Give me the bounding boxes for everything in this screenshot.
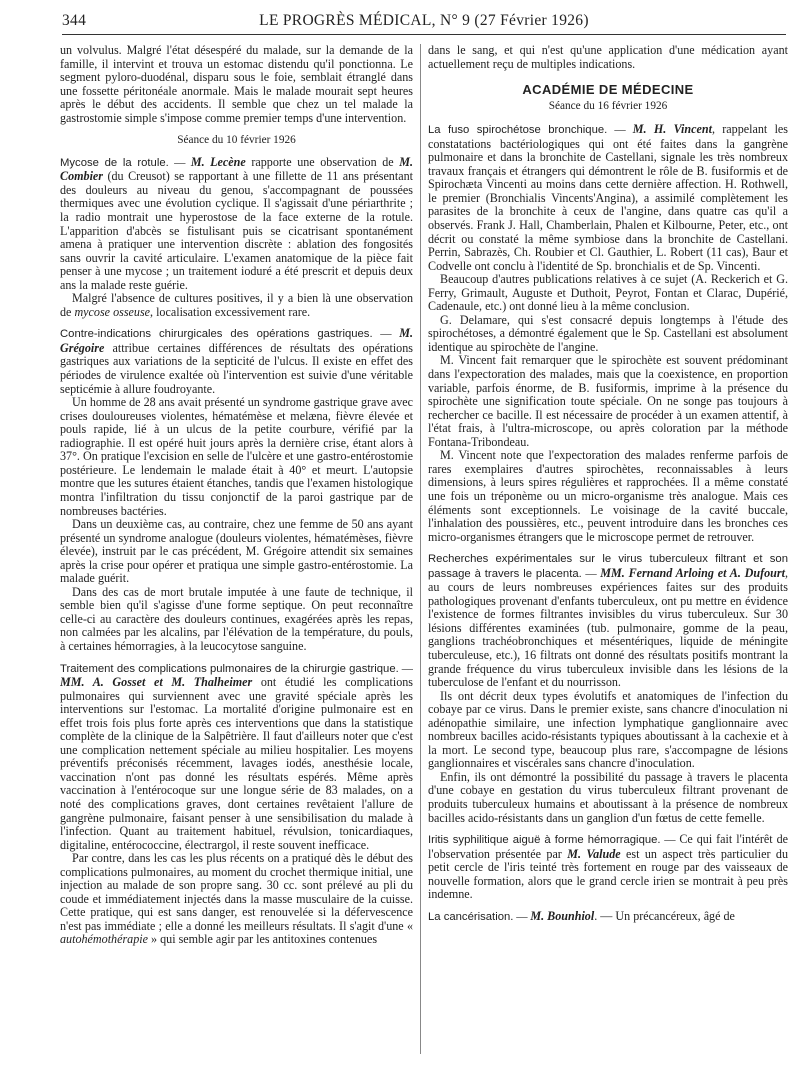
paragraph: G. Delamare, qui s'est consacré depuis longtemps à l'étude des spirochétoses, a démontré également que le Sp. Castellani est absolument identique au spirochète de l'angine. xyxy=(428,312,788,354)
header-rule xyxy=(62,34,786,35)
entry-cancerisation: La cancérisation. — M. Bounhiol. — Un précancéreux, âgé de xyxy=(428,908,735,923)
entry-heading: La cancérisation. xyxy=(428,910,514,923)
paragraph: Un homme de 28 ans avait présenté un syndrome gastrique grave avec crises douloureuses violentes, hématémèse et melæna, fièvre élevée et pouls rapide, lié à un ulcus de la petite courbure, vérifié par la radiographie. Il est opéré huit jours après la dernière crise, étant alors à 37°. On pratique l'excision en selle de l'ulcère et une gastro-entérostomie postérieure. Le lendemain le malade était à 40° et meurt. L'autopsie montre que les sutures étaient étanches, tandis que l'examen histologique montra l'infiltration du tissu conjonctif de la paroi gastrique par de nombreuses bactéries. xyxy=(60,395,413,518)
paragraph: Beaucoup d'autres publications relatives à ce sujet (A. Reckerich et G. Ferry, Grimault, Auguste et Duthoit, Peyrot, Fontan et Clarac, Dupérié, Cadenaule, etc.) ont donné lieu à la même conclusion. xyxy=(428,272,788,314)
paragraph: Ils ont décrit deux types évolutifs et anatomiques de l'infection du cobaye par ce virus. Dans le premier existe, sans chancre d'inoculation ni adénopathie similaire, une infection lymphatique ganglionnaire avec nombreux bacilles acido-résistants typiques aboutissant à la cachexie et à la mort. Le second type, beaucoup plus rare, s'accompagne de lésions ganglionnaires et viscérales sans chancre d'inoculation. xyxy=(428,688,788,771)
entry-heading: Iritis syphilitique aiguë à forme hémorragique. xyxy=(428,834,661,847)
section-title: ACADÉMIE DE MÉDECINE xyxy=(522,82,694,98)
entry-heading: Contre-indications chirurgicales des opérations gastriques. xyxy=(60,328,373,341)
column-divider xyxy=(420,44,421,1054)
entry-contre-indications: Contre-indications chirurgicales des opérations gastriques. — M. Grégoire attribue certaines différences de résultats des opérations gastriques aux variations de la septicité de l'ulcus. Il existe en effet des périodes de virulence exaltée où l'intervention est suivie d'une véritable septicémie à allure foudroyante. xyxy=(60,326,413,396)
entry-mycose-rotule: Mycose de la rotule. — M. Lecène rapporte une observation de M. Combier (du Creusot) se rapportant à une fillette de 11 ans présentant des douleurs au niveau du genou, s'accompagnant de poussées thermiques avec une évolution cyclique. Il s'agissait d'une périarthrite ; la radio montrait une hyperostose de la face externe de la rotule. L'apparition d'abcès se fistulisant puis se cicatrisant spontanément amena à pratiquer une intervention discrète : ablation des fongosités sans ouvrir la cavité articulaire. L'examen anatomique de la pièce fait penser à une mycose ; un traitement ioduré a été prescrit et depuis deux ans la malade reste guérie. xyxy=(60,154,413,292)
paragraph: M. Vincent note que l'expectoration des malades renferme parfois de rares exemplaires d'autres spirochètes, reconnaissables à leurs dimensions, à leurs spires régulières et rapprochées. Il a même constaté une fois un tréponème ou un micro-organisme très analogue. Mais ces éléments sont exceptionnels. Le voisinage de la cavité buccale, l'inhalation des poussières, etc., peuvent introduire dans les bronches ces micro-organismes étrangers que le microscope permet de retrouver. xyxy=(428,448,788,544)
continuation-paragraph: dans le sang, et qui n'est qu'une application d'une médication ayant actuellement reçu de multiples indications. xyxy=(428,44,788,71)
entry-heading: Mycose de la rotule. xyxy=(60,156,169,169)
journal-title: LE PROGRÈS MÉDICAL, N° 9 (27 Février 1926) xyxy=(259,12,589,29)
entry-author: M. H. Vincent xyxy=(632,122,712,137)
page-number: 344 xyxy=(62,12,87,29)
paragraph: Malgré l'absence de cultures positives, il y a bien là une observation de mycose osseuse, localisation excessivement rare. xyxy=(60,291,413,319)
entry-author: M. Lecène xyxy=(190,154,246,169)
paragraph: M. Vincent fait remarquer que le spirochète est souvent prédominant dans l'expectoration des malades, mais que la coexistence, en proportion variable, parfois énorme, de B. fusiformis, imprime à la présence du spirochète une signification toute spéciale. On ne songe pas toujours à rechercher ce bacille. Il est nécessaire de procéder à un examen attentif, à l'état frais, à l'ultra-microscope, ou après coloration par la méthode Fontana-Tribondeau. xyxy=(428,353,788,449)
entry-author: MM. A. Gosset et M. Thalheimer xyxy=(60,675,253,690)
right-column xyxy=(428,44,788,1074)
entry-iritis-syphilitique: Iritis syphilitique aiguë à forme hémorragique. — Ce qui fait l'intérêt de l'observation présentée par M. Valude est un aspect très particulier du petit cercle de l'iris teinté très fortement en rouge par des vaisseaux de nouvelle formation, alors que le grand cercle irien se montrait à peu près indemne. xyxy=(428,832,788,902)
intro-paragraph: un volvulus. Malgré l'état désespéré du malade, sur la demande de la famille, il intervint et trouva un estomac distendu qu'il ponctionna. Le segment pyloro-duodénal, disparu sous le foie, semblait étranglé dans une fossette péritonéale anormale. Mais le malade mourait sept heures après le début des accidents. Il semble que chez un tel malade la gastrostomie simple s'impose comme premier temps d'une intervention. xyxy=(60,44,413,125)
paragraph: Dans des cas de mort brutale imputée à une faute de technique, il semble bien qu'il s'agisse d'une forme septique. On peut reconnaître celle-ci au caractère des douleurs continues, exagérées après les repas, non calmées par les alcalins, par l'élévation de la température, du pouls, à certaines hémorragies, à la leucocytose sanguine. xyxy=(60,584,413,653)
left-column xyxy=(60,44,413,1074)
entry-author: M. Grégoire xyxy=(60,326,413,355)
entry-heading: Traitement des complications pulmonaires de la chirurgie gastrique. xyxy=(60,662,399,675)
entry-heading: Recherches expérimentales sur le virus tuberculeux filtrant et son passage à travers le placenta. xyxy=(428,553,788,580)
session-date: Séance du 10 février 1926 xyxy=(177,134,296,147)
entry-author: M. Combier xyxy=(60,154,413,184)
entry-author: M. Valude xyxy=(567,846,621,861)
entry-heading: La fuso spirochétose bronchique. xyxy=(428,124,608,137)
session-date: Séance du 16 février 1926 xyxy=(548,99,668,112)
entry-virus-tuberculeux: Recherches expérimentales sur le virus tuberculeux filtrant et son passage à travers le placenta. — MM. Fernand Arloing et A. Dufourt, au cours de leurs nombreuses expériences faites sur des produits pathologiques provenant d'enfants tuberculeux, ont pu mettre en évidence l'existence de formes filtrantes invisibles du virus tuberculeux. Sur 30 lésions différentes examinées (tub. pulmonaire, gomme de la peau, ganglions trachéobronchiques et mésentériques, liquide de méningite tuberculeuse, etc.), 16 filtrats ont donné des résultats positifs montrant la grande fréquence du virus tuberculeux invisible dans les lésions de la tuberculose de l'enfant et du nourrisson. xyxy=(428,553,788,690)
paragraph: Dans un deuxième cas, au contraire, chez une femme de 50 ans ayant présenté un syndrome analogue (douleurs violentes, hématémèses, fièvre élevée), instruit par le cas précédent, M. Grégoire attendit six semaines après la crise pour opérer et pratiqua une simple gastro-entérostomie. La malade guérit. xyxy=(60,517,413,586)
entry-author: M. Bounhiol xyxy=(530,908,595,923)
entry-complications-pulmonaires: Traitement des complications pulmonaires de la chirurgie gastrique. — MM. A. Gosset et M. Thalheimer ont étudié les complications pulmonaires qui surviennent avec une gravité spéciale après les interventions sur l'estomac. La mortalité d'origine pulmonaire est en effet trois fois plus forte après ces interventions que dans la statistique complète de la clinique de la Salpêtrière. Il faut d'ailleurs noter que c'est une complication nettement spéciale au milieu hospitalier. Les moyens préventifs préconisés récemment, lavages iodés, anesthésie locale, vaccination n'ont pas donné les résultats espérés. Même après vaccination à l'entérocoque sur une longue série de 83 malades, on a noté des complications graves, dont certaines revêtaient l'allure de gangrène pulmonaire, faisant penser à une sensibilisation du malade à l'infection. Quant au traitement habituel, révulsion, tonicardiaques, digitaline, entérococcine, électrargol, il reste souvent inefficace. xyxy=(60,662,413,852)
entry-author: MM. Fernand Arloing et A. Dufourt xyxy=(600,565,785,580)
page-header xyxy=(62,12,786,34)
paragraph: Enfin, ils ont démontré la possibilité du passage à travers le placenta d'une cobaye en gestation du virus tuberculeux filtrant provenant de produits tuberculeux humains et aboutissant à la présence de nombreux bacilles acido-résistants dans un ganglion d'un fœtus de cette femelle. xyxy=(428,769,788,825)
paragraph: Par contre, dans les cas les plus récents on a pratiqué dès le début des complications pulmonaires, au moment du crochet thermique initial, une injection au malade de son propre sang. 30 cc. sont prélevé au pli du coude et immédiatement injectés dans la masse musculaire de la cuisse. Cette pratique, qui est sans danger, est renouvelée si la défervescence n'est pas immédiate ; elle a donné les meilleurs résultats. Il s'agit d'une « autohémothérapie » qui semble agir par les antitoxines contenues xyxy=(60,851,413,947)
entry-fuso-spirochetose: La fuso spirochétose bronchique. — M. H. Vincent, rappelant les constatations bactériologiques qui ont été faites dans la gangrène pulmonaire et dans la bronchite de Castellani, signale les très nombreux travaux français et étrangers qui démontrent le rôle de B. fusiformis et de Spirochæta Vincenti au moins dans cette dernière affection. H. Rothwell, le premier (Bronchialis Vincents'Angina), a assimilé complètement les parasites de la bronchite à ceux de l'angine, dans quatre cas qu'il a observés. Frank J. Hall, Chamberlain, Phalen et Kilbourne, Peter, etc., ont décrit ou constaté la même symbiose dans la bronchite de Castellani. Perrin, Sabrazès, Ch. Roubier et Cl. Gauthier, L. Robert (11 cas), Baur et Codvelle ont conclu à l'identité de Sp. bronchialis et de Sp. Vincenti. xyxy=(428,122,788,273)
